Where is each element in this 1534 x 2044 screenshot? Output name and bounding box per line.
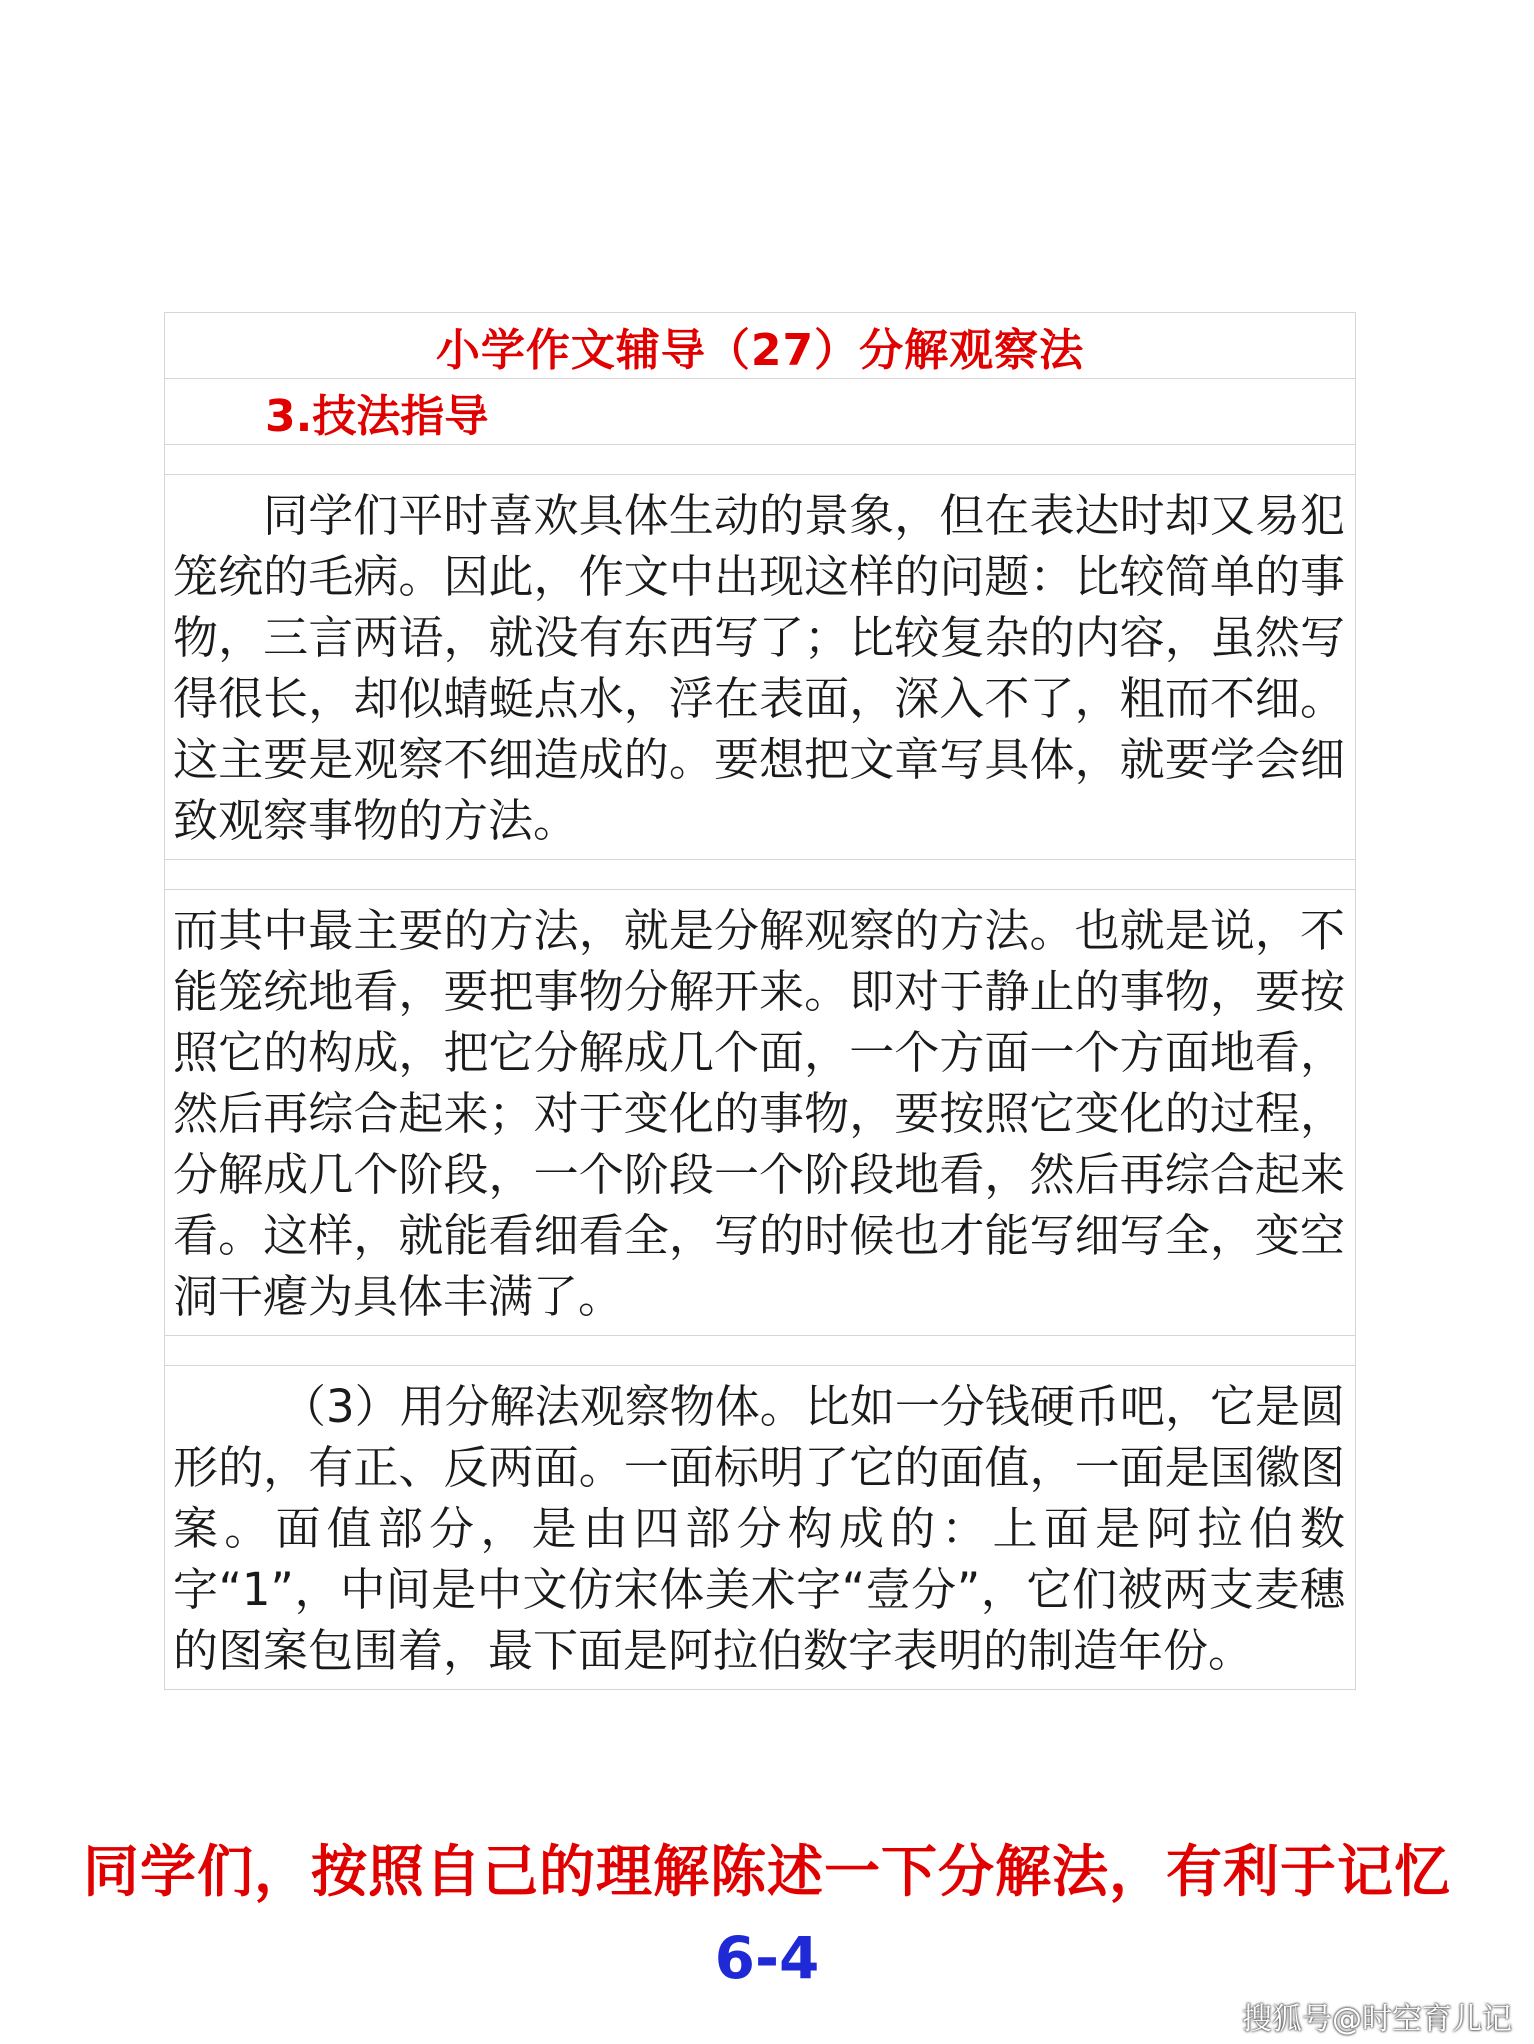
empty-row — [165, 1336, 1355, 1366]
paragraph-3: （3）用分解法观察物体。比如一分钱硬币吧，它是圆形的，有正、反两面。一面标明了它的面值，一面是国徽图案。面值部分，是由四部分构成的：上面是阿拉伯数字“1”，中间是中文仿宋体美术字“壹分”，它们被两支麦穗的图案包围着，最下面是阿拉伯数字表明的制造年份。 — [173, 1380, 1345, 1677]
document-table — [164, 312, 1356, 1690]
empty-row — [165, 445, 1355, 475]
title-row — [165, 313, 1355, 379]
section-heading: 3.技法指导 — [265, 390, 489, 442]
watermark: 搜狐号@时空育儿记 — [1242, 2002, 1512, 2037]
paragraph-row — [165, 475, 1355, 860]
page-number: 6-4 — [714, 1924, 820, 1992]
paragraph-2: 而其中最主要的方法，就是分解观察的方法。也就是说，不能笼统地看，要把事物分解开来。即对于静止的事物，要按照它的构成，把它分解成几个面，一个方面一个方面地看，然后再综合起来；对于变化的事物，要按照它变化的过程，分解成几个阶段，一个阶段一个阶段地看，然后再综合起来看。这样，就能看细看全，写的时候也才能写细写全，变空洞干瘪为具体丰满了。 — [173, 904, 1345, 1323]
footer-note: 同学们，按照自己的理解陈述一下分解法，有利于记忆 — [83, 1840, 1451, 1905]
paragraph-row — [165, 890, 1355, 1336]
document-title: 小学作文辅导（27）分解观察法 — [435, 324, 1085, 376]
empty-row — [165, 860, 1355, 890]
paragraph-1: 同学们平时喜欢具体生动的景象，但在表达时却又易犯笼统的毛病。因此，作文中出现这样的问题：比较简单的事物，三言两语，就没有东西写了；比较复杂的内容，虽然写得很长，却似蜻蜓点水，浮在表面，深入不了，粗而不细。这主要是观察不细造成的。要想把文章写具体，就要学会细致观察事物的方法。 — [173, 489, 1345, 847]
section-row — [165, 379, 1355, 445]
paragraph-row — [165, 1366, 1355, 1689]
